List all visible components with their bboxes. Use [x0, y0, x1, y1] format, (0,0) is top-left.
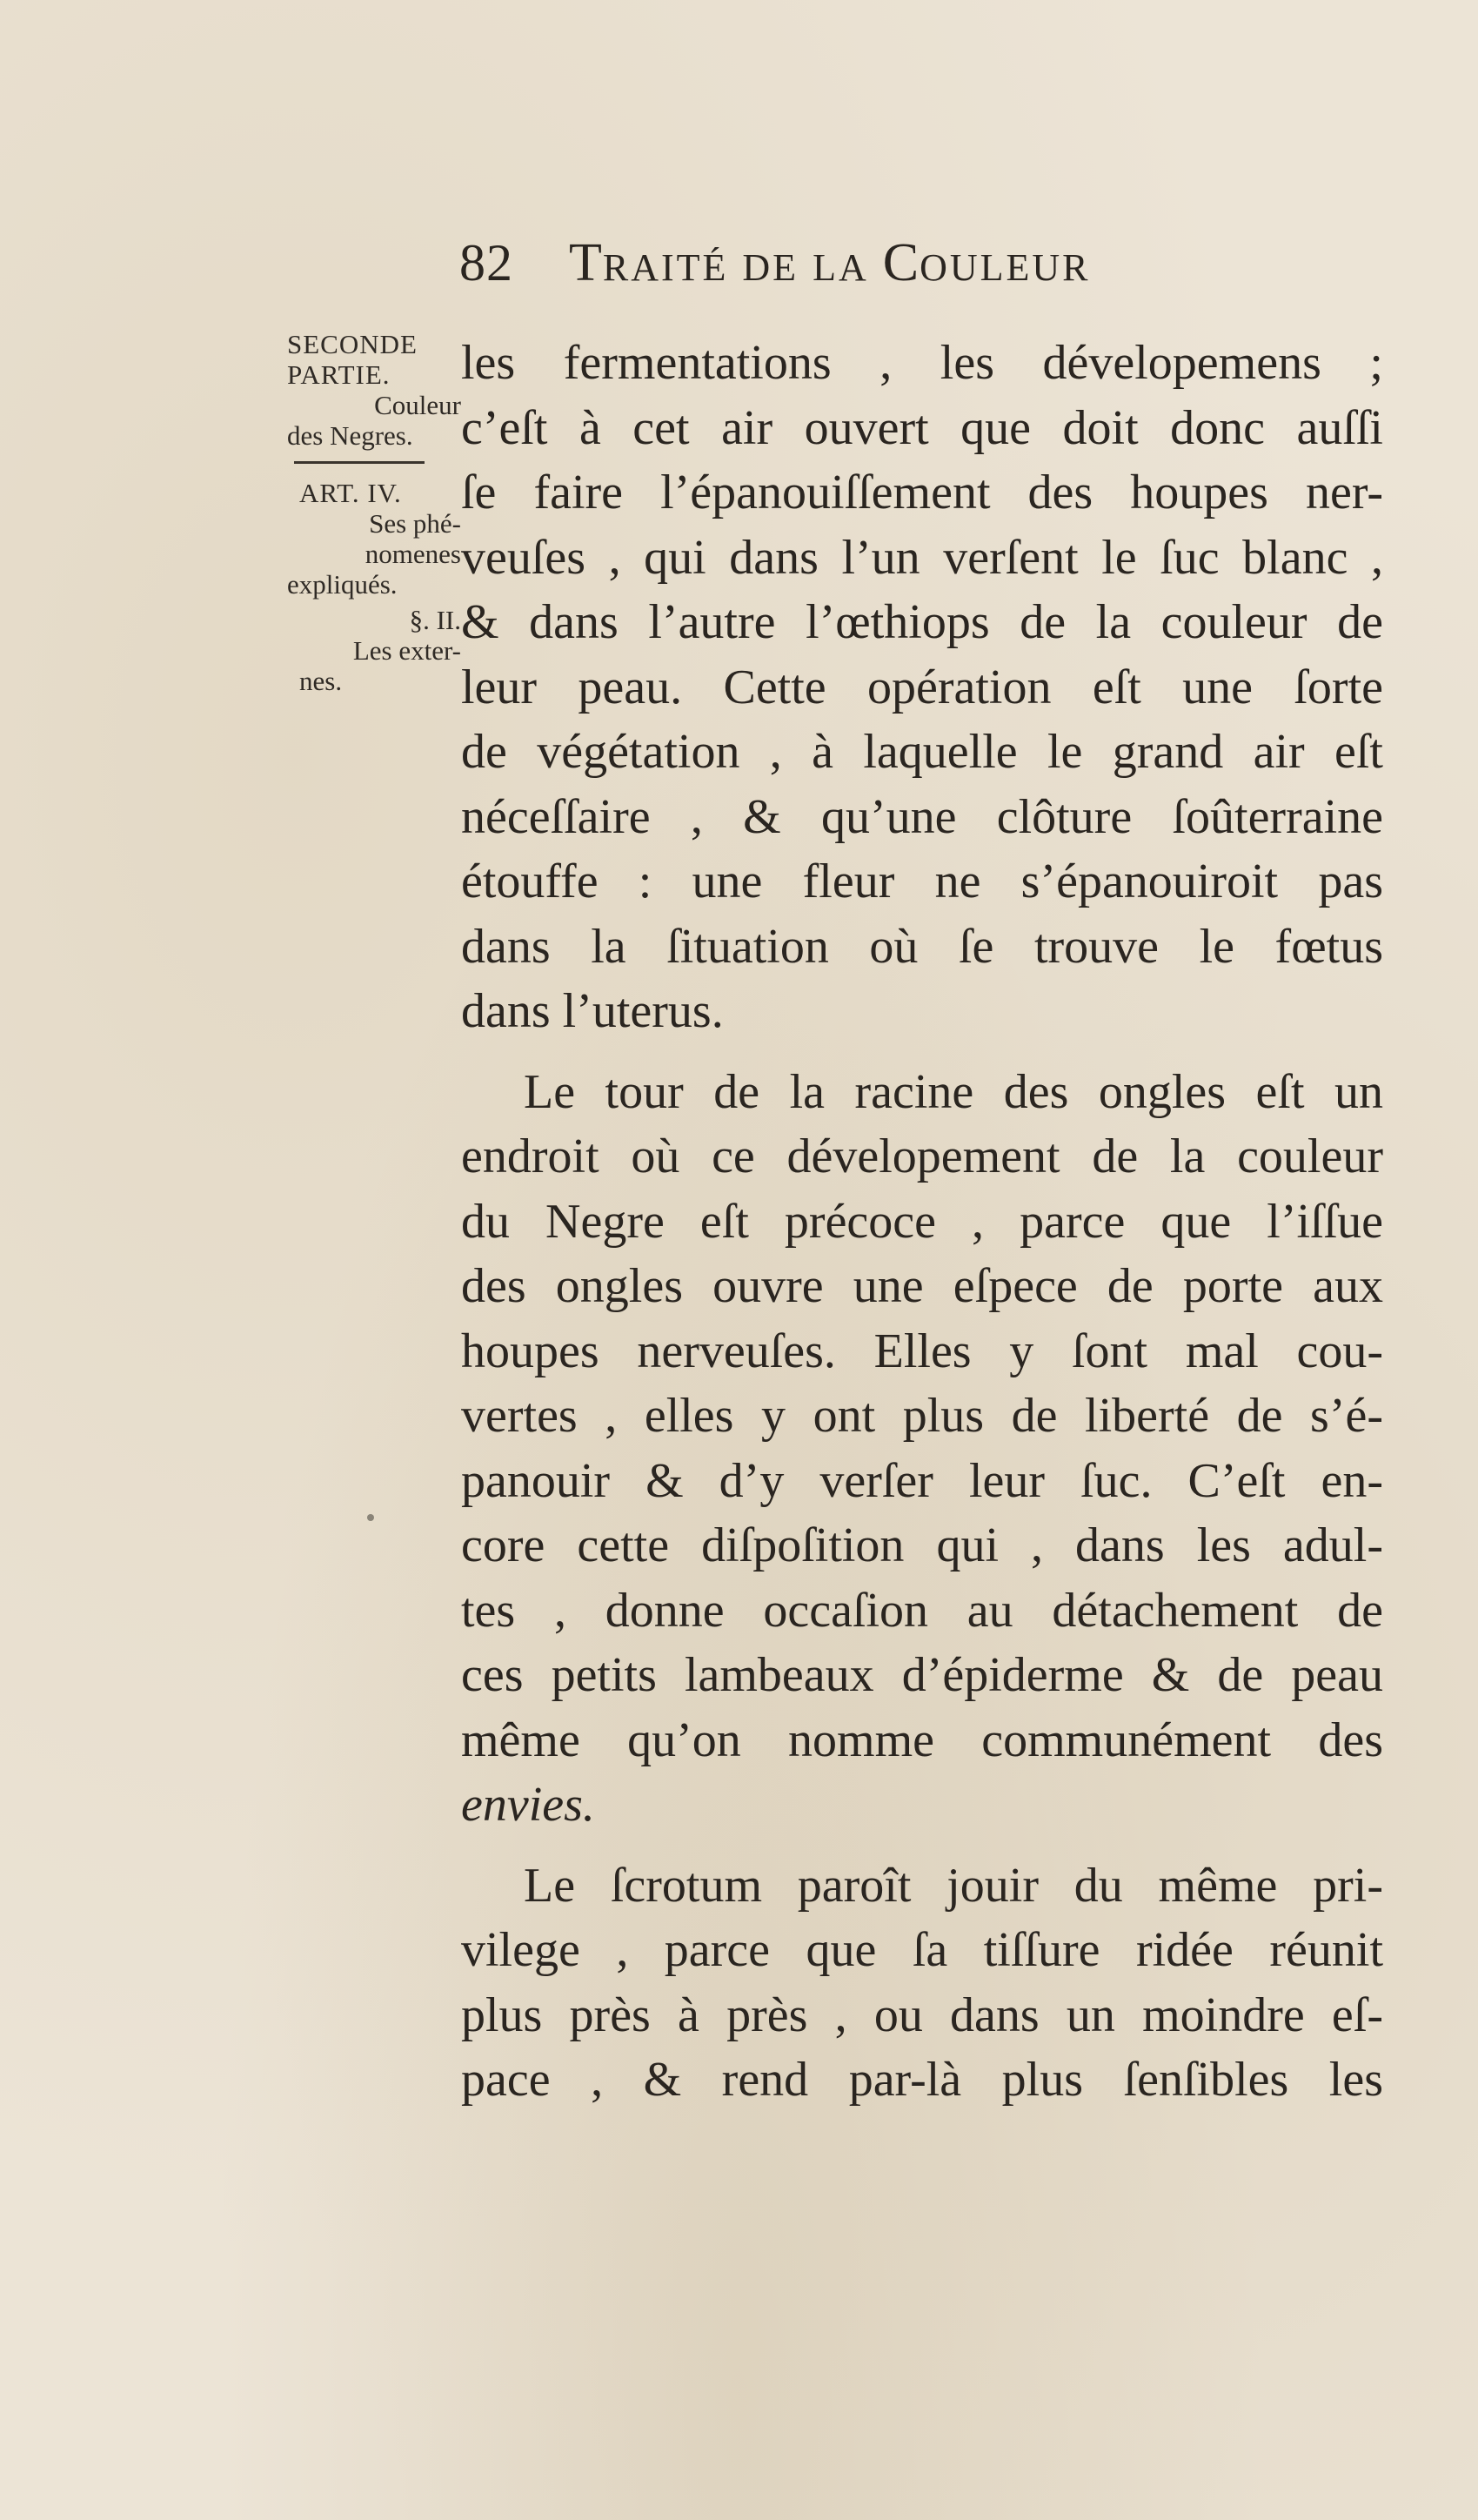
margin-rule [294, 461, 425, 464]
body-text [461, 331, 1383, 2113]
margin-part-2: PARTIE. [287, 359, 391, 390]
text-line: c’eſt à cet air ouvert que doit donc auſſi [461, 400, 1383, 455]
header-word: COULEUR [882, 233, 1091, 292]
text-line: des ongles ouvre une eſpece de porte aux [461, 1259, 1383, 1313]
text-line: pace , & rend par-là plus ſenſibles les [461, 2053, 1383, 2107]
margin-notes [287, 329, 461, 696]
header-word: DE [742, 246, 799, 289]
text-line: plus près à près , ou dans un moindre eſ- [461, 1987, 1383, 2042]
paragraph [461, 331, 1383, 1044]
text-line: tes , donne occaſion au détachement de [461, 1583, 1383, 1638]
text-line: houpes nerveuſes. Elles y ſont mal cou- [461, 1324, 1383, 1378]
text-line: core cette diſpoſition qui , dans les adul- [461, 1518, 1383, 1572]
text-line: vertes , elles y ont plus de liberté de s’é- [461, 1389, 1383, 1443]
text-line: étouffe : une fleur ne s’épanouiroit pas [461, 855, 1383, 908]
running-header [459, 228, 1260, 298]
margin-article-title-2: nomenes [364, 539, 461, 569]
text-line: Le tour de la racine des ongles eſt un [524, 1064, 1383, 1119]
paragraph [461, 1060, 1383, 1838]
text-line-italic: envies. [461, 1778, 595, 1832]
text-line: même qu’on nomme communément des [461, 1712, 1383, 1767]
text-line: Le ſcrotum paroît jouir du même pri- [524, 1858, 1383, 1913]
text-line: & dans l’autre l’œthiops de la couleur de [461, 595, 1383, 649]
margin-article-title-3: expliqués. [287, 569, 398, 600]
text-line: dans la ſituation où ſe trouve le fœtus [461, 919, 1383, 974]
paragraph [461, 1853, 1383, 2113]
margin-part: SECONDE [287, 329, 418, 359]
margin-topic: Couleur [374, 390, 461, 420]
margin-article-title: Ses phé- [369, 508, 461, 539]
text-line: dans l’uterus. [461, 984, 724, 1038]
header-word: LA [813, 246, 869, 289]
text-line: vilege , parce que ſa tiſſure ridée réunit [461, 1923, 1383, 1977]
ink-speck [367, 1514, 374, 1521]
margin-article: ART. IV. [299, 478, 402, 508]
text-line: leur peau. Cette opération eſt une ſorte [461, 660, 1383, 714]
header-word: TRAITÉ [569, 233, 729, 292]
text-line: néceſſaire , & qu’une clôture ſoûterraine [461, 789, 1383, 844]
text-line: du Negre eſt précoce , parce que l’iſſue [461, 1194, 1383, 1249]
text-line: les fermentations , les dévelopemens ; [461, 336, 1383, 390]
text-line: ſe faire l’épanouiſſement des houpes ner- [461, 466, 1383, 519]
text-line: endroit où ce dévelopement de la couleur [461, 1129, 1383, 1183]
text-line: veuſes , qui dans l’un verſent le ſuc blanc , [461, 530, 1383, 585]
margin-section: §. II. [409, 605, 461, 635]
margin-section-title: Les exter- [352, 635, 461, 666]
margin-section-title-2: nes. [299, 666, 343, 696]
text-line: de végétation , à laquelle le grand air eſt [461, 725, 1383, 779]
text-line: panouir & d’y verſer leur ſuc. C’eſt en- [461, 1453, 1383, 1508]
margin-topic-2: des Negres. [287, 420, 413, 451]
text-line: ces petits lambeaux d’épiderme & de peau [461, 1648, 1383, 1702]
page-number: 82 [459, 234, 513, 292]
